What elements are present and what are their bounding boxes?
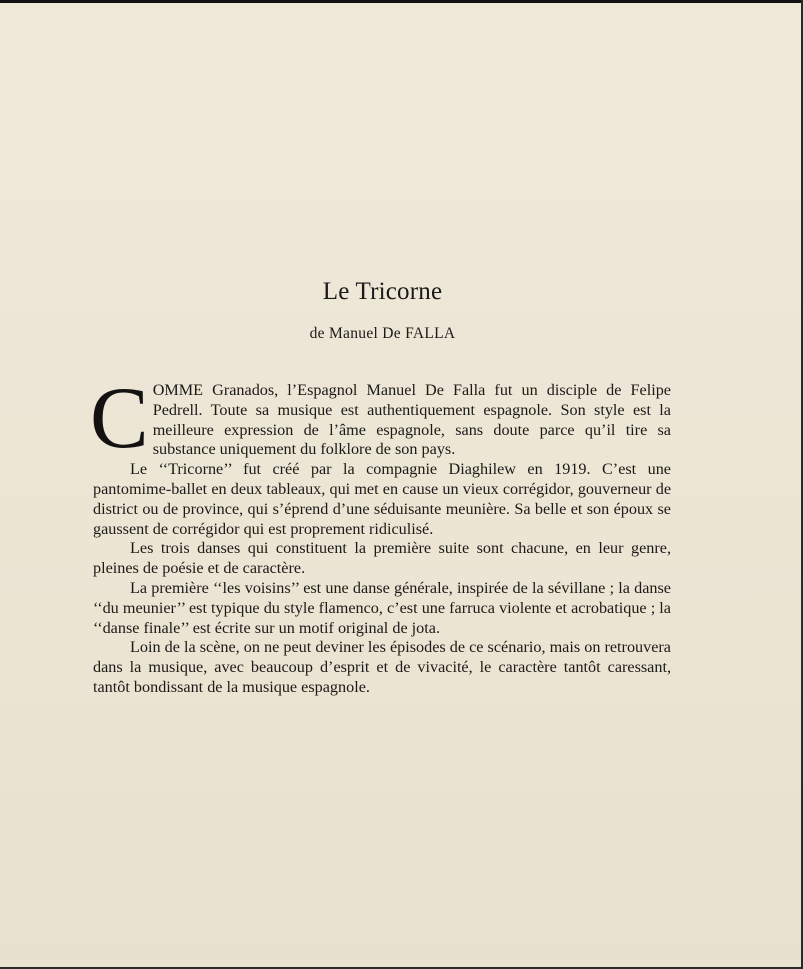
drop-cap: C [90,370,149,467]
paragraph-4: La première ‘‘les voisins’’ est une danse générale, inspirée de la sévillane ; la danse ‘‘du meunier’’ est typique du style flamenco, c’est une farruca violente et acrobatique ; la ‘‘danse finale’’ est écrite sur un motif original de jota. [93,578,671,637]
paragraph-1 [90,370,671,467]
paragraph-1-text: OMME Granados, l’Espagnol Manuel De Falla fut un disciple de Felipe Pedrell. Toute sa musique est authentiquement espagnole. Son style est la meilleure expression de l’âme espagnole, sans doute parce qu’il tire sa substance uniquement du folklore de son pays. [152,381,671,459]
article-byline: de Manuel De FALLA [309,325,456,342]
scan-edge-top [0,0,803,3]
paragraph-2: Le ‘‘Tricorne’’ fut créé par la compagnie Diaghilew en 1919. C’est une pantomime-ballet en deux tableaux, qui met en cause un vieux corrégidor, gouverneur de district ou de province, qui s’éprend d’une séduisante meunière. Sa belle et son époux se gaussent de corrégidor qui est proprement ridiculisé. [93,460,671,538]
article-title: Le Tricorne [322,278,443,305]
paragraph-5: Loin de la scène, on ne peut deviner les épisodes de ce scénario, mais on retrouvera dans la musique, avec beaucoup d’esprit et de vivacité, le caractère tantôt caressant, tantôt bondissant de la musique espagnole. [93,638,671,696]
article-body [90,370,671,698]
paragraph-3: Les trois danses qui constituent la première suite sont chacune, en leur genre, pleines de poésie et de caractère. [93,539,671,578]
